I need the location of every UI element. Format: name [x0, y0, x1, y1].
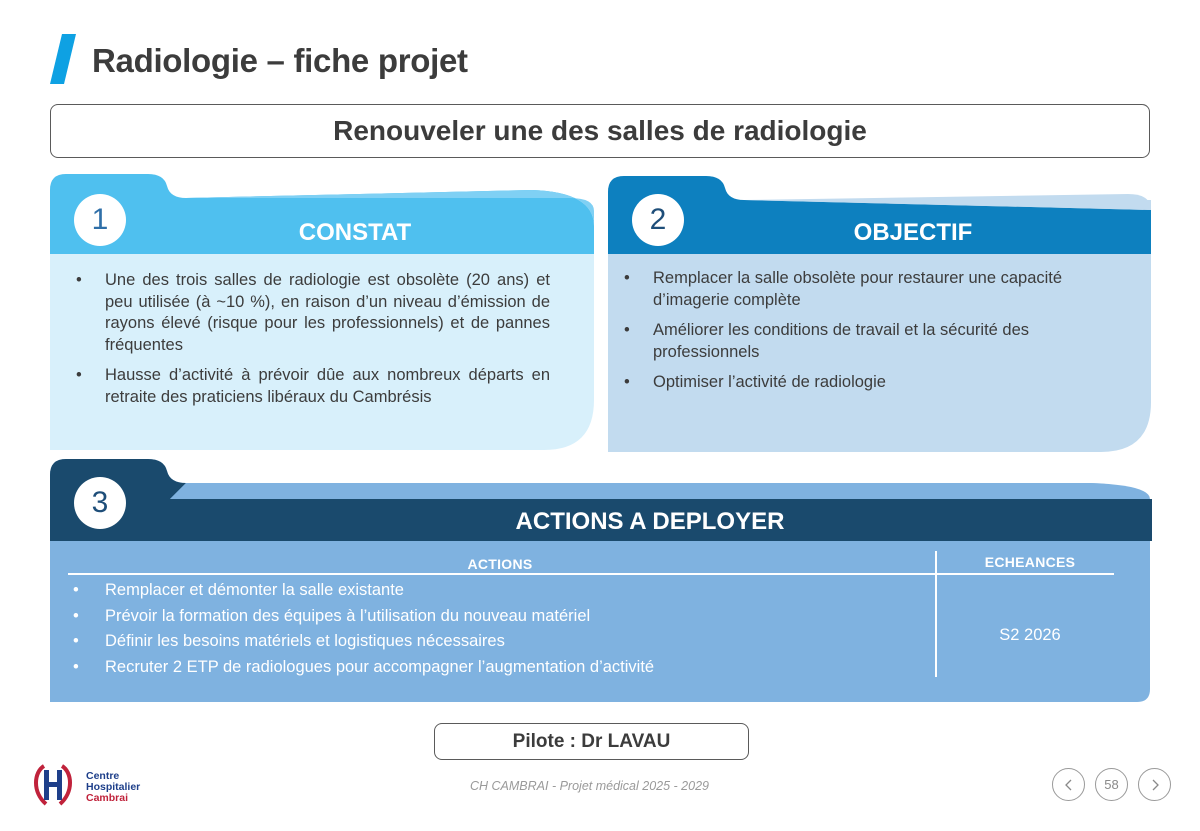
objectif-heading: OBJECTIF — [853, 219, 973, 246]
hospital-logo — [30, 762, 150, 812]
pilot-box — [434, 723, 749, 760]
table-header-divider — [68, 573, 935, 575]
actions-list — [70, 578, 930, 680]
constat-card — [50, 174, 594, 450]
table-header-divider — [936, 573, 1114, 575]
objectif-card — [608, 176, 1151, 452]
actions-column-header: ACTIONS — [467, 556, 533, 572]
pilot-label: Pilote : Dr LAVAU — [512, 730, 671, 752]
chevron-right-icon — [1150, 779, 1160, 791]
action-item: • Remplacer et démonter la salle existante — [70, 578, 930, 604]
constat-item: • Hausse d’activité à prévoir dûe aux nombreux départs en retraite des praticiens libéraux du Cambrésis — [70, 365, 550, 408]
constat-list — [70, 270, 550, 417]
actions-heading: ACTIONS A DEPLOYER — [515, 508, 785, 535]
chevron-left-icon — [1064, 779, 1074, 791]
logo-line-1: Centre — [86, 770, 120, 782]
objectif-item: • Remplacer la salle obsolète pour restaurer une capacité d’imagerie complète — [618, 268, 1118, 311]
objectif-list — [618, 268, 1118, 403]
title-accent-slash — [50, 34, 76, 84]
project-subtitle-box — [50, 104, 1150, 158]
action-item: • Définir les besoins matériels et logistiques nécessaires — [70, 629, 930, 655]
page-number — [1095, 768, 1128, 801]
logo-line-2: Hospitalier — [86, 781, 141, 793]
constat-heading: CONSTAT — [298, 219, 412, 246]
previous-page-button[interactable] — [1052, 768, 1085, 801]
echeances-column-header: ECHEANCES — [984, 554, 1076, 570]
action-item: • Recruter 2 ETP de radiologues pour accompagner l’augmentation d’activité — [70, 655, 930, 681]
echeance-value: S2 2026 — [999, 626, 1061, 644]
action-item: • Prévoir la formation des équipes à l’utilisation du nouveau matériel — [70, 604, 930, 630]
actions-card — [50, 459, 1152, 702]
logo-line-3: Cambrai — [86, 792, 129, 804]
constat-item: • Une des trois salles de radiologie est obsolète (20 ans) et peu utilisée (à ~10 %), en raison d’un niveau d’émission de rayons élevé (risque pour les professionnels) et de pannes fréquentes — [70, 270, 550, 356]
next-page-button[interactable] — [1138, 768, 1171, 801]
objectif-item: • Optimiser l’activité de radiologie — [618, 372, 1118, 394]
project-subtitle: Renouveler une des salles de radiologie — [333, 115, 867, 146]
footer-caption: CH CAMBRAI - Projet médical 2025 - 2029 — [470, 779, 709, 793]
table-column-divider — [935, 551, 937, 677]
hospital-logo-emblem — [30, 762, 76, 808]
page-title: Radiologie – fiche projet — [92, 42, 468, 79]
objectif-number: 2 — [632, 194, 684, 246]
objectif-item: • Améliorer les conditions de travail et la sécurité des professionnels — [618, 320, 1118, 363]
page-number-value: 58 — [1104, 777, 1119, 792]
constat-number: 1 — [74, 194, 126, 246]
actions-number: 3 — [74, 477, 126, 529]
